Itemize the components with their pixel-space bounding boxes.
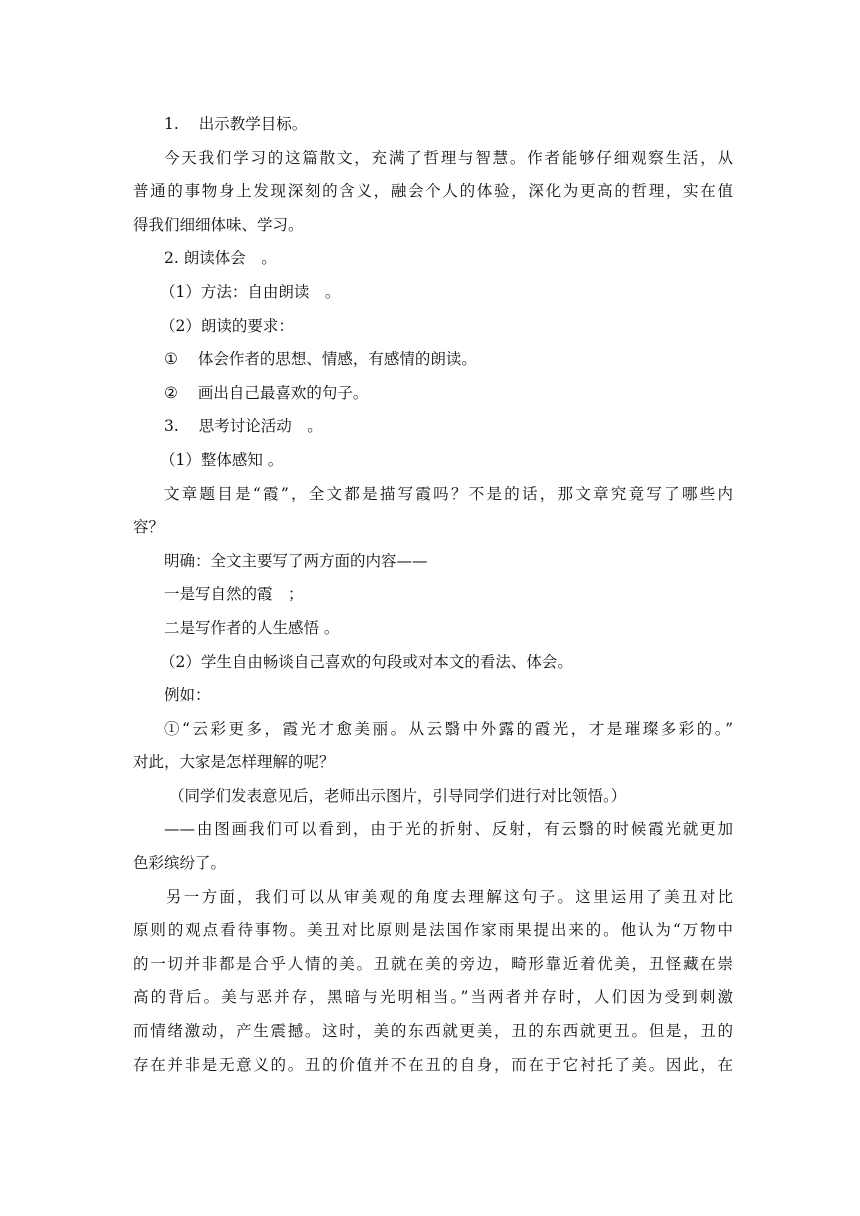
aesthetic-paragraph-line-4: 高的背后。美与恶并存，黑暗与光明相当。”当两者并存时，人们因为受到刺激 bbox=[133, 988, 733, 1007]
requirement-item-2 bbox=[133, 377, 733, 411]
example-quote-line-1: ①“云彩更多，霞光才愈美丽。从云翳中外露的霞光，才是璀璨多彩的。” bbox=[164, 719, 733, 738]
example-quote-line-2: 对此，大家是怎样理解的呢？ bbox=[133, 753, 335, 772]
step-1-number: 1. bbox=[164, 115, 179, 133]
dash-paragraph-line-2: 色彩缤纷了。 bbox=[133, 854, 227, 873]
answer-point-1: 一是写自然的霞 ； bbox=[164, 585, 304, 604]
circled-number-1: ① bbox=[164, 350, 178, 369]
aesthetic-paragraph-line-5: 而情绪激动，产生震撼。这时，美的东西就更美，丑的东西就更丑。但是，丑的 bbox=[133, 1022, 733, 1041]
intro-paragraph-line-2: 普通的事物身上发现深刻的含义，融会个人的体验，深化为更高的哲理，实在值 bbox=[133, 182, 733, 201]
step-2-requirements: （2）朗读的要求： bbox=[160, 316, 294, 335]
step-3-heading bbox=[133, 410, 733, 444]
requirement-item-2-text: 画出自己最喜欢的句子。 bbox=[197, 383, 369, 402]
intro-paragraph-line-1: 今天我们学习的这篇散文，充满了哲理与智慧。作者能够仔细观察生活，从 bbox=[164, 148, 733, 167]
step-3-overview: （1）整体感知 。 bbox=[160, 450, 284, 469]
document-body bbox=[133, 108, 733, 1082]
aesthetic-paragraph-line-6: 存在并非是无意义的。丑的价值并不在丑的自身，而在于它衬托了美。因此，在 bbox=[133, 1055, 733, 1074]
step-3-text: 思考讨论活动 。 bbox=[198, 417, 323, 436]
step-3-discussion: （2）学生自由畅谈自己喜欢的句段或对本文的看法、体会。 bbox=[160, 652, 573, 671]
question-line-2: 容？ bbox=[133, 518, 165, 537]
question-line-1: 文章题目是“霞”，全文都是描写霞吗？不是的话，那文章究竟写了哪些内 bbox=[164, 484, 733, 503]
answer-intro: 明确：全文主要写了两方面的内容—— bbox=[164, 551, 428, 570]
step-2-heading: 2. 朗读体会 。 bbox=[164, 249, 277, 268]
requirement-item-1 bbox=[133, 343, 733, 377]
answer-point-2: 二是写作者的人生感悟 。 bbox=[164, 618, 340, 637]
step-3-number: 3. bbox=[164, 417, 179, 436]
aesthetic-paragraph-line-2: 原则的观点看待事物。美丑对比原则是法国作家雨果提出来的。他认为“万物中 bbox=[133, 921, 733, 940]
step-2-method: （1）方法：自由朗读 。 bbox=[160, 282, 341, 301]
step-1-heading bbox=[133, 108, 733, 142]
step-1-text: 出示教学目标。 bbox=[198, 115, 308, 133]
aesthetic-paragraph-line-1: 另一方面，我们可以从审美观的角度去理解这句子。这里运用了美丑对比 bbox=[166, 887, 733, 906]
dash-paragraph-line-1: ——由图画我们可以看到，由于光的折射、反射，有云翳的时候霞光就更加 bbox=[164, 820, 733, 839]
teacher-note: （同学们发表意见后，老师出示图片，引导同学们进行对比领悟。） bbox=[169, 786, 627, 805]
example-label: 例如： bbox=[164, 686, 211, 705]
aesthetic-paragraph-line-3: 的一切并非都是合乎人情的美。丑就在美的旁边，畸形靠近着优美，丑怪藏在崇 bbox=[133, 954, 733, 973]
requirement-item-1-text: 体会作者的思想、情感，有感情的朗读。 bbox=[197, 350, 477, 369]
intro-paragraph-line-3: 得我们细细体味、学习。 bbox=[133, 215, 304, 234]
circled-number-2: ② bbox=[164, 383, 178, 402]
